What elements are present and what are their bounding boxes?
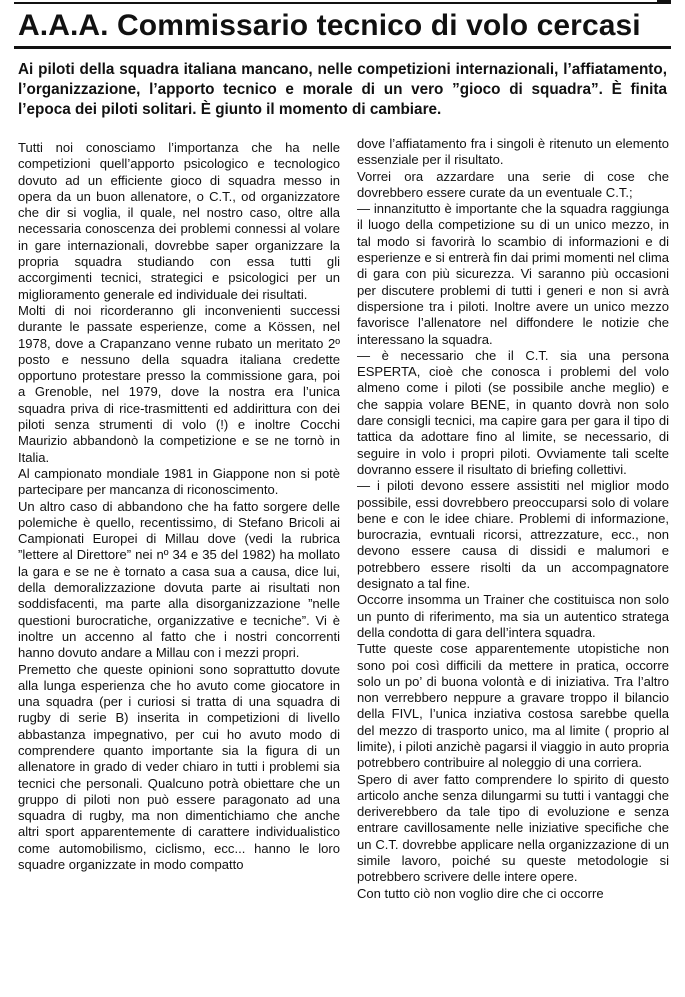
paragraph: — è necessario che il C.T. sia una persona ESPERTA, cioè che conosca i problemi del volo almeno come i piloti (se possibile anche meglio) e che sappia volare BENE, in quanto dovrà non solo dare consigli tecnici, ma capire gara per gara il tipo di tattica da adottare fino al limite, se necessario, di seguire in volo i propri piloti. Ovviamente tali scelte dovranno essere il risultato di briefing collettivi.	[357, 347, 669, 477]
top-rule	[14, 2, 671, 4]
article-lead: Ai piloti della squadra italiana mancano, nelle competizioni internazionali, l’affiatamento, l’organizzazione, l’apporto tecnico e morale di un vero ”gioco di squadra”. È finita l’epoca dei piloti solitari. È giunto il momento di cambiare.	[18, 61, 667, 118]
paragraph: Tutti noi conosciamo l’importanza che ha nelle competizioni quell’apporto psicologico e tecnologico dovuto ad un efficiente gioco di squadra messo in opera da un buon allenatore, o C.T., od organizzatore che dir si voglia, il quale, nel nostro caso, oltre alla necessaria conoscenza dei problemi connessi al volare in gare internazionali, dovrebbe saper organizzare la propria squadra studiando con essa tutti gli accorgimenti tecnici, strategici e psicologici per un miglioramento generale ed individuale dei risultati.	[18, 140, 340, 302]
paragraph: — innanzitutto è importante che la squadra raggiunga il luogo della competizione su di un unico mezzo, in tal modo si favorirà lo scambio di informazioni e di esperienze e si entrerà fin dai primi momenti nel clima di gara con più sicurezza. Vi saranno più occasioni per discutere problemi di tutti i generi e non si avrà dispersione tra i piloti. Inoltre avere un unico mezzo favorisce l’allenatore nel diffondere le notizie che interessano la squadra.	[357, 201, 669, 347]
paragraph: Occorre insomma un Trainer che costituisca non solo un punto di riferimento, ma sia un autentico stratega della condotta di gara dell’intera squadra.	[357, 592, 669, 640]
paragraph: — i piloti devono essere assistiti nel miglior modo possibile, essi dovrebbero preoccuparsi solo di volare bene e con le idee chiare. Problemi di informazione, burocrazia, evntuali ricorsi, attrezzature, ecc., non devono essere causa di dissidi e malumori e potrebbero essere risolti da un accompagnatore designato a tal fine.	[357, 478, 669, 592]
paragraph: Vorrei ora azzardare una serie di cose che dovrebbero essere curate da un eventuale C.T.;	[357, 168, 669, 200]
right-column	[357, 136, 669, 997]
paragraph: Spero di aver fatto comprendere lo spirito di questo articolo anche senza dilungarmi su tutti i vantaggi che deriverebbero da tale tipo di evoluzione e senza entrare cavillosamente nelle iniziative specifiche che un C.T. dovrebbe applicare nella organizzazione di un simile lavoro, poiché su queste metodologie si potrebbero scrivere delle intere opere.	[357, 771, 669, 885]
title-underline	[14, 46, 671, 49]
paragraph: Molti di noi ricorderanno gli inconvenienti successi durante le passate esperienze, come a Kössen, nel 1978, dove a Crapanzano venne rubato un meritato 2º posto e nessuno della squadra italiana credette opportuno protestare presso la commissione gara, poi a Grenoble, nel 1979, dove la nostra era l’unica squadra priva di rice-trasmittenti ed addirittura con dei piloti senza strumenti di volo (!) e inoltre Cocchi Maurizio abbandonò la competizione e se ne tornò in Italia.	[18, 302, 340, 465]
paragraph: Tutte queste cose apparentemente utopistiche non sono poi così difficili da mettere in pratica, occorre solo un po’ di buona volontà e di iniziativa. Tra l’altro non verrebbero neppure a gravare troppo il bilancio della FIVL, l’unica inziativa costosa sarebbe quella del mezzo di trasporto unico, ma al limite ( proprio al limite), i piloti anzichè pagarsi il viaggio in auto propria potrebbero contribuire al noleggio di una corriera.	[357, 641, 669, 771]
article-title: A.A.A. Commissario tecnico di volo cercasi	[18, 9, 641, 42]
paragraph: dove l’affiatamento fra i singoli è ritenuto un elemento essenziale per il risultato.	[357, 136, 669, 168]
corner-mark	[657, 0, 671, 4]
paragraph: Premetto che queste opinioni sono soprattutto dovute alla lunga esperienza che ho avuto come giocatore in una squadra (per i curiosi si tratta di una squadra di rugby di serie B) inserita in competizioni di livello abbastanza impegnativo, per cui ho avuto modo di comprendere quanto importante sia la figura di un allenatore in grado di veder chiaro in tutti i problemi sia tecnici che personali. Qualcuno potrà obiettare che un gruppo di piloti non può essere paragonato ad una squadra di rugby, ma non dimentichiamo che anche altri sport apparentemente di carattere individualistico come automobilismo, ciclismo, ecc... hanno le loro squadre organizzate in modo compatto	[18, 661, 340, 873]
paragraph: Al campionato mondiale 1981 in Giappone non si potè partecipare per mancanza di riconoscimento.	[18, 465, 340, 498]
paragraph: Un altro caso di abbandono che ha fatto sorgere delle polemiche è quello, recentissimo, di Stefano Bricoli ai Campionati Europei di Millau dove (vedi la rubrica ”lettere al Direttore” nei nº 34 e 35 del 1982) ha mollato la gara e se ne è tornato a casa sua a causa, dice lui, della demoralizzazione dovuta parte ai risultati non soddisfacenti, ma parte alla disorganizzazione ”nelle questioni burocratiche, organizzative e tecniche”. Vi è inoltre un accenno al fatto che i nostri concorrenti hanno dovuto andare a Millau con i mezzi propri.	[18, 498, 340, 661]
paragraph: Con tutto ciò non voglio dire che ci occorre	[357, 885, 604, 901]
left-column	[18, 140, 340, 997]
